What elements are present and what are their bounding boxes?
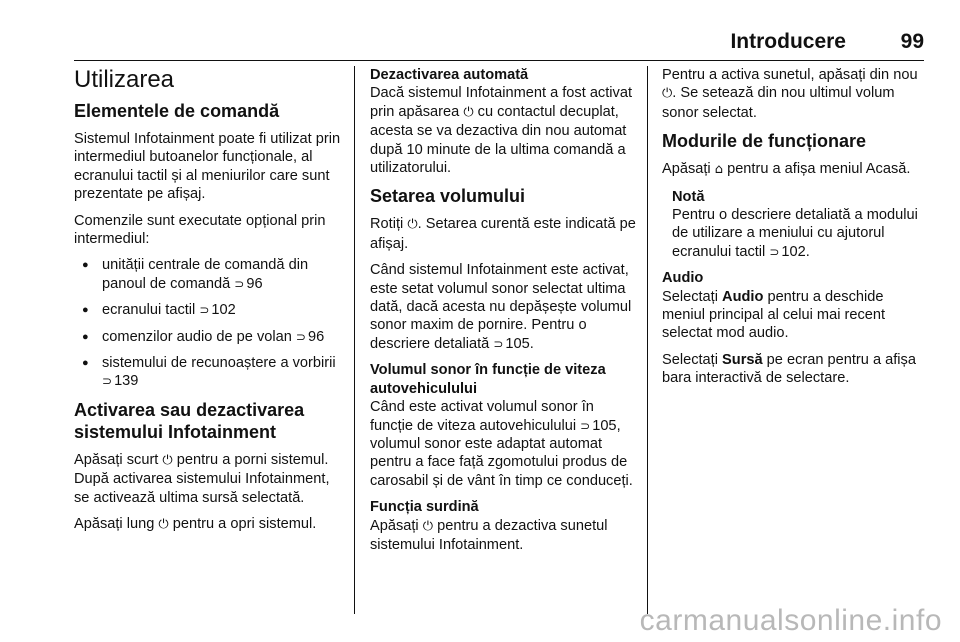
- page-ref-link[interactable]: 102.: [781, 243, 810, 260]
- speed-volume-heading: Volumul sonor în funcție de viteza autovehiculului: [370, 362, 606, 397]
- column-3: [662, 66, 924, 396]
- note-box: [662, 188, 924, 262]
- activation-paragraph-2: Apăsați lung ⏻ pentru a opri sistemul.: [74, 516, 317, 533]
- page-ref-link[interactable]: 139: [114, 373, 139, 390]
- power-knob-icon: ⏻: [162, 452, 173, 468]
- reference-arrow-icon: ⊃: [769, 244, 780, 259]
- audio-heading: Audio: [662, 270, 704, 287]
- reference-arrow-icon: ⊃: [580, 418, 591, 433]
- power-knob-icon: ⏻: [407, 217, 418, 233]
- list-item: ● ecranului tactil ⊃ 102: [74, 301, 346, 319]
- page-ref-link[interactable]: 105: [592, 417, 617, 434]
- list-item: ● unității centrale de comandă din panoul de comandă ⊃ 96: [74, 256, 346, 293]
- page-ref-link[interactable]: 96: [246, 275, 263, 292]
- activation-heading: Activarea sau dezactivarea sistemului Infotainment: [74, 399, 305, 442]
- page-number: 99: [900, 30, 924, 53]
- chapter-title: Introducere: [730, 30, 846, 53]
- page-ref-link[interactable]: 102: [211, 302, 236, 319]
- controls-paragraph-2: Comenzile sunt executate opțional prin intermediul:: [74, 212, 326, 248]
- page-ref-link[interactable]: 96: [307, 328, 325, 345]
- page-ref-link[interactable]: 105.: [505, 335, 534, 352]
- audio-paragraph: Selectați Audio pentru a deschide meniul principal al celui mai recent selectat mod audio.: [662, 288, 886, 342]
- controls-paragraph-1: Sistemul Infotainment poate fi utilizat prin intermediul butoanelor funcționale, al ecranului tactil și al meniurilor care sunt prezentate pe afișaj.: [74, 131, 341, 203]
- modes-heading: Modurile de funcționare: [662, 131, 867, 152]
- auto-off-paragraph: Dacă sistemul Infotainment a fost activat prin apăsarea ⏻ cu contactul decuplat, acesta se va dezactiva din nou automat după 10 minute de la ultima comandă a utilizatorului.: [370, 85, 632, 177]
- volume-paragraph-2: Când sistemul Infotainment este activat, este setat volumul sonor selectat ultima dată, dacă acesta nu depășește volumul sonor maxim de pornire. Pentru o descriere detaliată ⊃ 105.: [370, 262, 632, 352]
- column-2: [370, 66, 640, 562]
- page-header: [74, 26, 924, 61]
- source-paragraph: Selectați Sursă pe ecran pentru a afișa bara interactivă de selectare.: [662, 351, 916, 387]
- note-text: Pentru o descriere detaliată a modului de utilizare a meniului cu ajutorul ecranului tactil ⊃ 102.: [672, 207, 918, 260]
- speed-volume-paragraph: Când este activat volumul sonor în funcție de viteza autovehiculului ⊃ 105, volumul sonor este adaptat automat pentru a face față zgomotului produs de carosabil și de vânt în timp ce conduceți.: [370, 399, 633, 489]
- watermark: carmanualsonline.info: [639, 604, 942, 637]
- mute-heading: Funcția surdină: [370, 499, 479, 516]
- controls-heading: Elementele de comandă: [74, 101, 280, 121]
- power-knob-icon: ⏻: [662, 86, 673, 102]
- volume-heading: Setarea volumului: [370, 186, 526, 207]
- reference-arrow-icon: ⊃: [295, 329, 306, 344]
- activation-paragraph-1: Apăsați scurt ⏻ pentru a porni sistemul. După activarea sistemului Infotainment, se activează ultima sursă selectată.: [74, 451, 330, 506]
- column-divider-1: [354, 66, 355, 614]
- mute-paragraph: Apăsați ⏻ pentru a dezactiva sunetul sistemului Infotainment.: [370, 517, 608, 553]
- mute-continued-paragraph: Pentru a activa sunetul, apăsați din nou ⏻. Se setează din nou ultimul volum sonor selectat.: [662, 67, 918, 121]
- power-knob-icon: ⏻: [158, 517, 169, 533]
- volume-paragraph-1: Rotiți ⏻. Setarea curentă este indicată pe afișaj.: [370, 216, 636, 252]
- power-knob-icon: ⏻: [463, 104, 474, 120]
- auto-off-heading: Dezactivarea automată: [370, 67, 529, 83]
- reference-arrow-icon: ⊃: [199, 303, 210, 318]
- power-knob-icon: ⏻: [422, 518, 434, 534]
- column-divider-2: [647, 66, 648, 614]
- home-icon: ⌂: [714, 162, 724, 178]
- reference-arrow-icon: ⊃: [234, 276, 245, 291]
- reference-arrow-icon: ⊃: [102, 374, 113, 389]
- reference-arrow-icon: ⊃: [493, 336, 504, 351]
- modes-paragraph: Apăsați ⌂ pentru a afișa meniul Acasă.: [662, 161, 911, 178]
- controls-list: [74, 256, 346, 390]
- note-heading: Notă: [672, 188, 705, 205]
- column-1: [74, 66, 346, 543]
- list-item: ● sistemului de recunoaștere a vorbirii ⊃ 139: [74, 354, 346, 391]
- list-item: ● comenzilor audio de pe volan ⊃ 96: [74, 328, 346, 346]
- section-title: Utilizarea: [74, 66, 175, 93]
